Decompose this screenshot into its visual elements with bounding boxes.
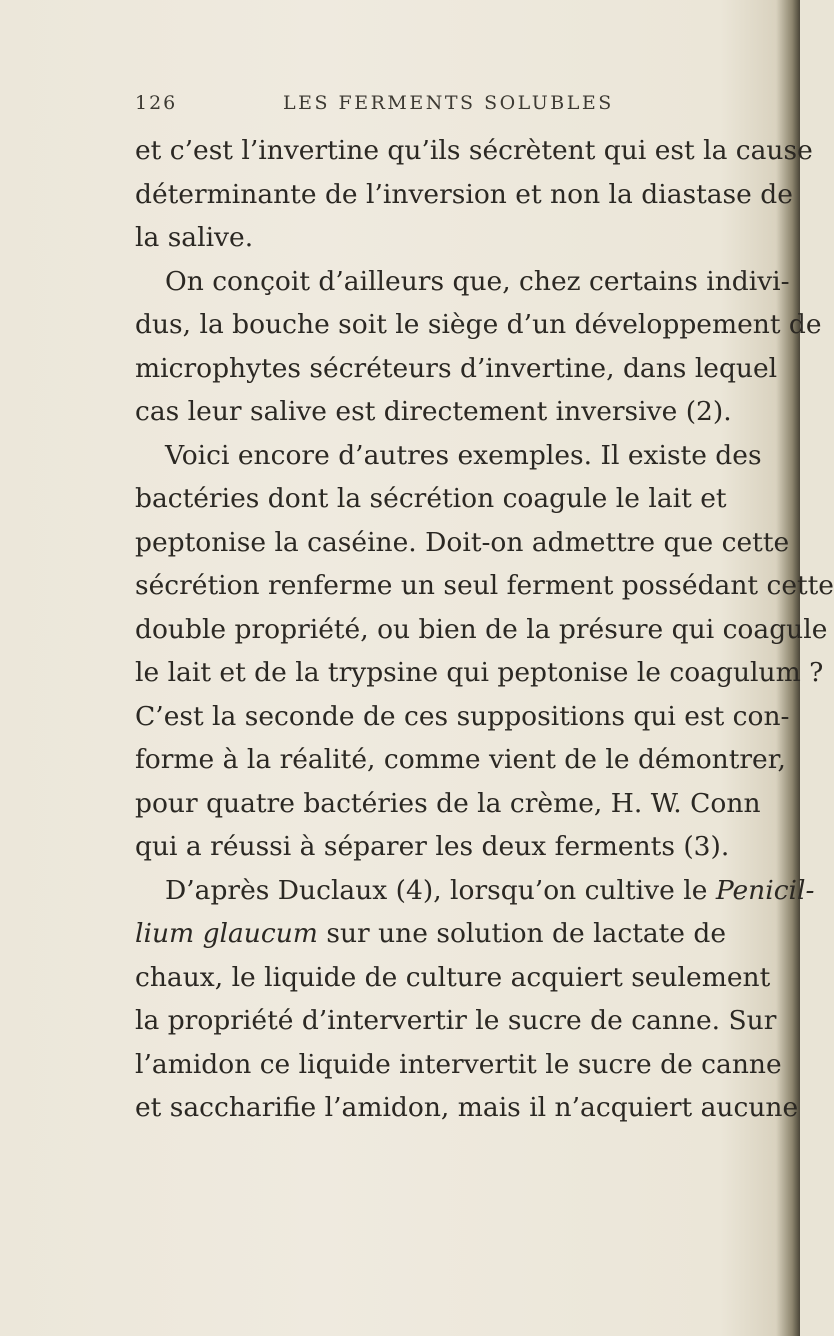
text-line [135,912,727,956]
text-line: le lait et de la trypsine qui peptonise le coagulum ? [135,657,824,688]
paragraph-1 [135,129,813,260]
page-number: 126 [135,92,178,114]
italic-species-name: Penicil- [715,874,815,906]
text-line: Voici encore d’autres exemples. Il existe des [165,439,762,471]
italic-species-name: lium glaucum [135,918,318,949]
text-line: la salive. [135,222,254,253]
text-line: sécrétion renferme un seul ferment possédant cette [135,570,834,601]
text-line: l’amidon ce liquide intervertit le sucre de canne [135,1048,782,1080]
text-line: qui a réussi à séparer les deux ferments (3). [135,831,730,862]
text-line: chaux, le liquide de culture acquiert seulement [135,961,771,993]
paragraph-2 [135,260,822,434]
text-line [135,869,815,913]
text-line: peptonise la caséine. Doit-on admettre que cette [135,526,790,558]
text-line: C’est la seconde de ces suppositions qui est con- [135,700,790,732]
paragraph-4 [135,869,815,1130]
body-text [135,129,834,1130]
text-line: microphytes sécréteurs d’invertine, dans lequel [135,352,778,384]
text-line: cas leur salive est directement inversive (2). [135,396,732,427]
text-fragment: D’après Duclaux (4), lorsqu’on cultive le [165,874,716,906]
text-line: On conçoit d’ailleurs que, chez certains indivi- [165,265,790,297]
text-line: double propriété, ou bien de la présure qui coagule [135,613,828,645]
page-header [135,92,695,122]
text-line: et c’est l’invertine qu’ils sécrètent qui est la cause [135,135,813,166]
text-line: et saccharifie l’amidon, mais il n’acquiert aucune [135,1092,799,1123]
text-line: forme à la réalité, comme vient de le démontrer, [135,744,786,775]
text-line: la propriété d’intervertir le sucre de canne. Sur [135,1005,777,1036]
running-title: LES FERMENTS SOLUBLES [283,92,614,114]
text-line: pour quatre bactéries de la crème, H. W. Conn [135,787,761,819]
text-line: bactéries dont la sécrétion coagule le lait et [135,483,727,514]
paragraph-3 [135,434,834,869]
text-line: déterminante de l’inversion et non la diastase de [135,178,793,210]
text-fragment: sur une solution de lactate de [317,918,727,949]
text-line: dus, la bouche soit le siège d’un développement de [135,309,822,340]
